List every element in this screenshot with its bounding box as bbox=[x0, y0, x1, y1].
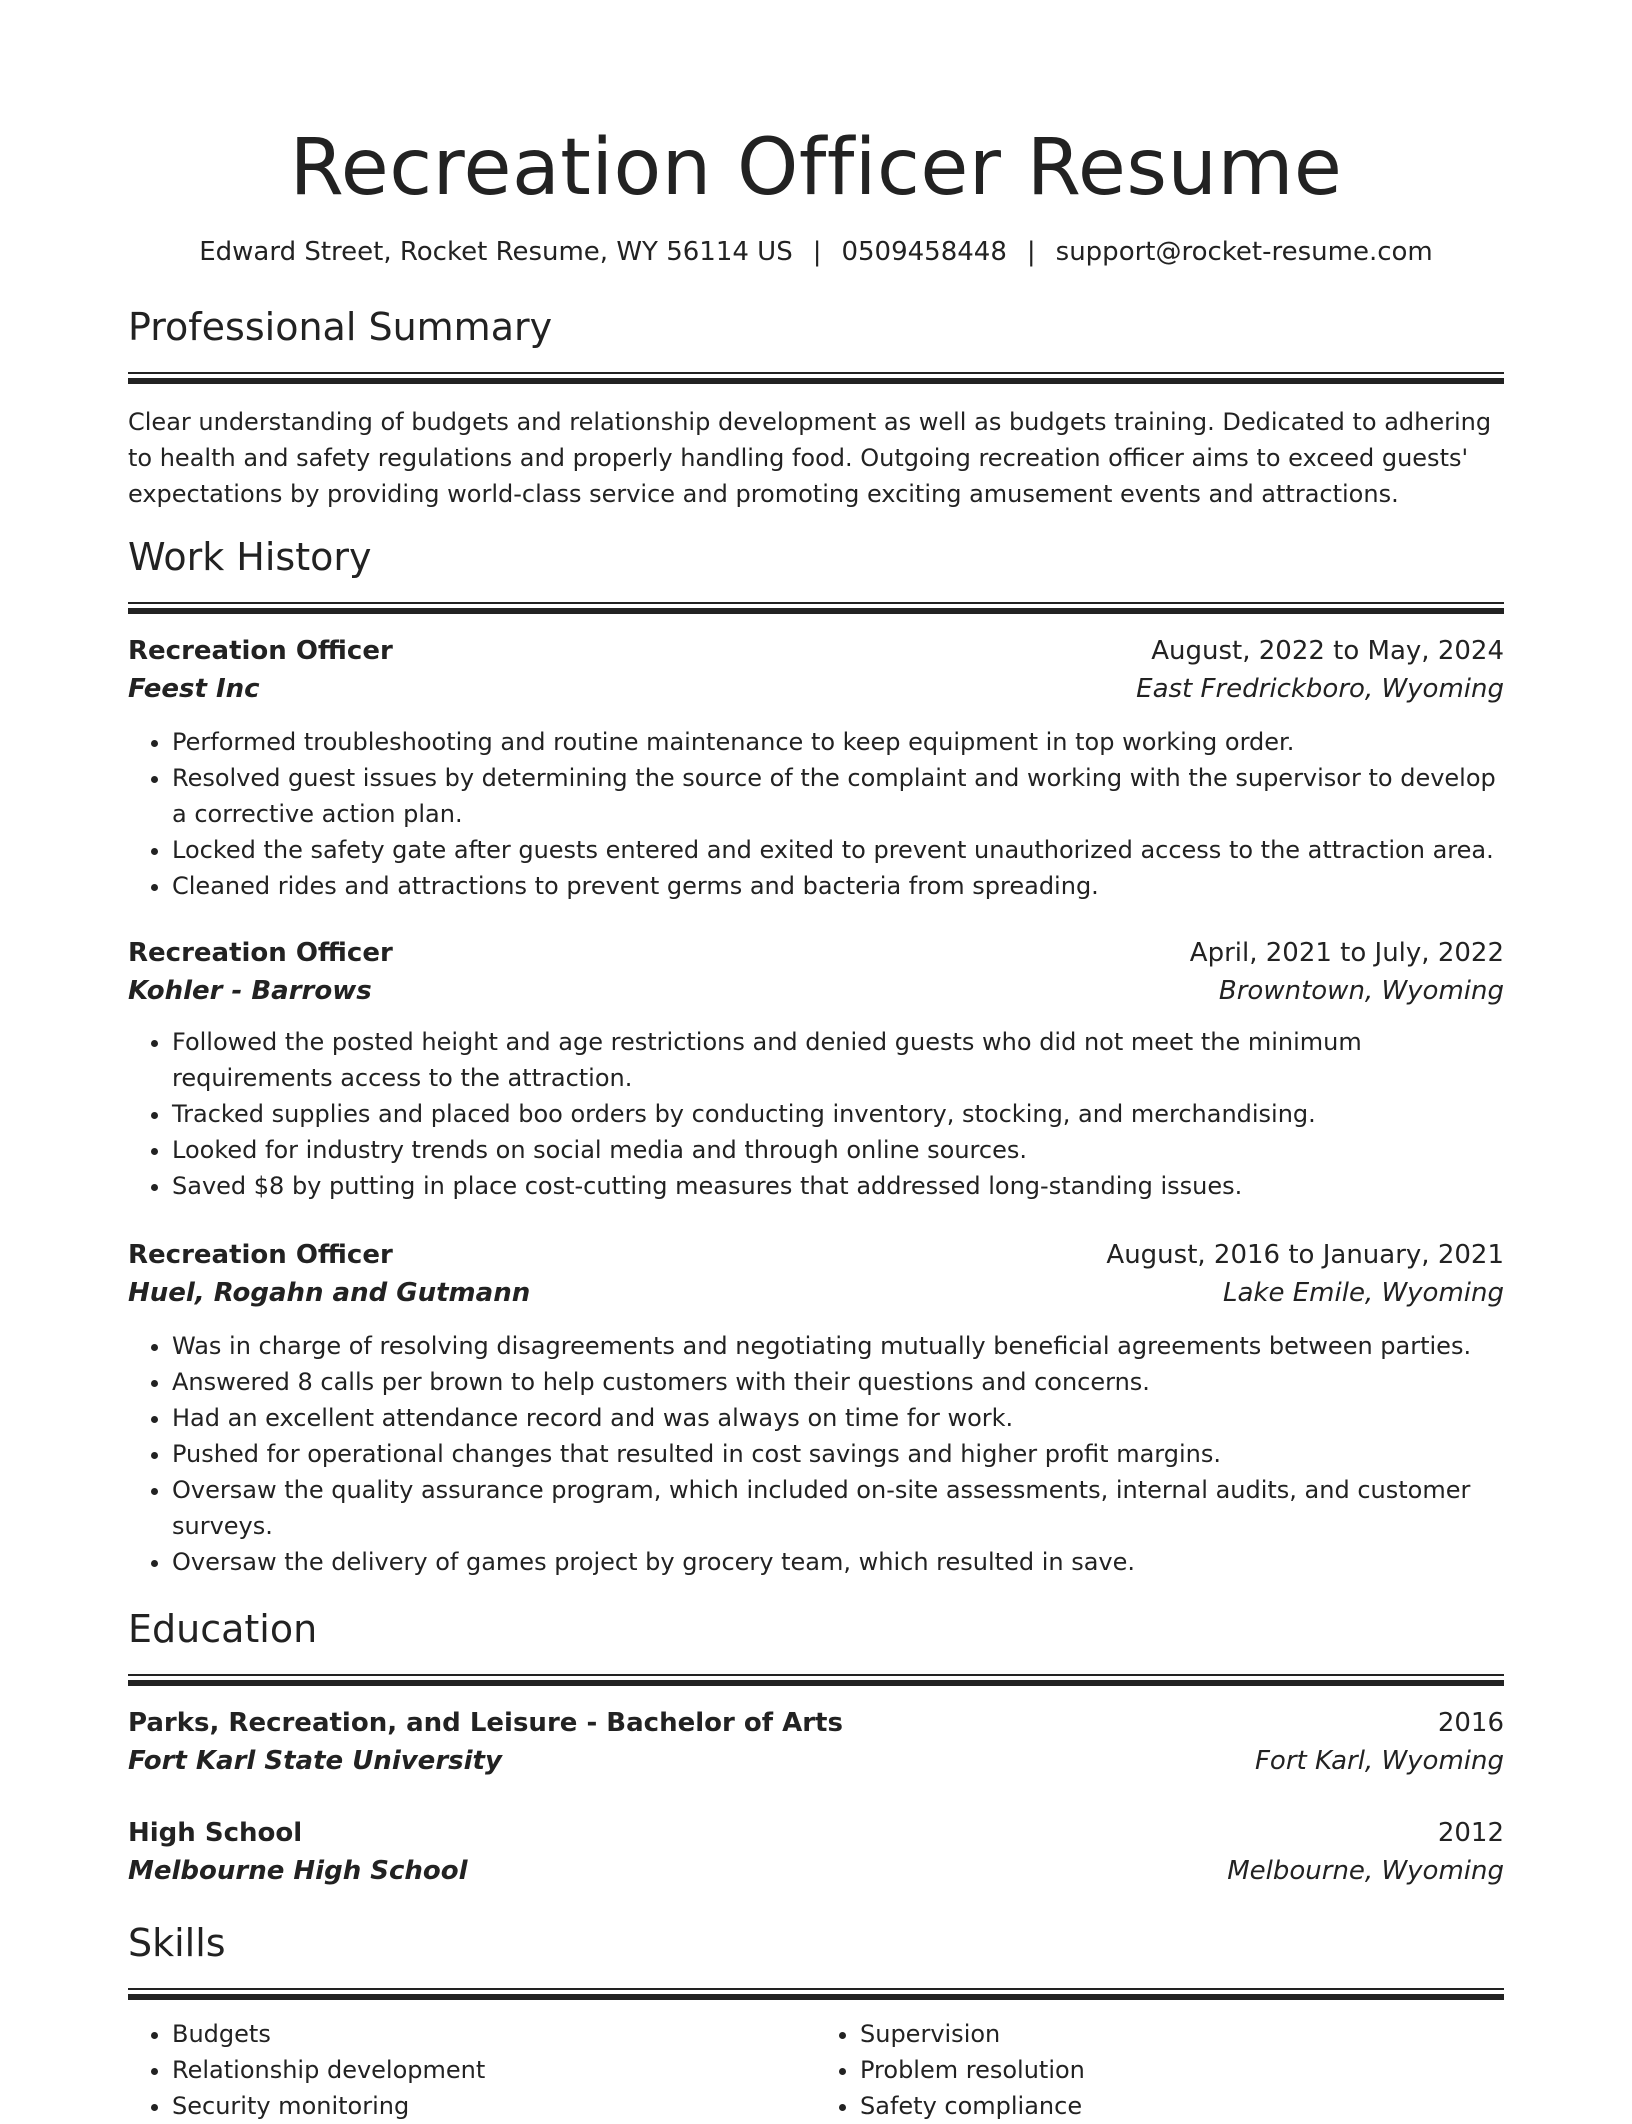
skills-list-left bbox=[128, 2016, 816, 2124]
list-item: • Resolved guest issues by determining the source of the complaint and working with the supervisor to develop a corrective action plan. bbox=[172, 760, 1504, 832]
education-school-row bbox=[128, 1852, 1504, 1890]
job-bullets bbox=[128, 1328, 1504, 1580]
job-company: Feest Inc bbox=[128, 674, 260, 704]
section-rule bbox=[128, 602, 1504, 614]
section-heading-skills: Skills bbox=[128, 1921, 226, 1965]
education-location: Melbourne, Wyoming bbox=[1227, 1856, 1504, 1886]
job-title: Recreation Officer bbox=[128, 636, 393, 666]
job-dates: August, 2016 to January, 2021 bbox=[1106, 1240, 1504, 1270]
job-header-row bbox=[128, 1236, 1504, 1274]
contact-line bbox=[128, 234, 1504, 270]
job-header-row bbox=[128, 934, 1504, 972]
job-bullets bbox=[128, 1024, 1504, 1204]
list-item: • Performed troubleshooting and routine maintenance to keep equipment in top working order. bbox=[172, 724, 1504, 760]
summary-text: Clear understanding of budgets and relationship development as well as budgets training. Dedicated to adhering to health and safety regulations and properly handling food. Outgoing recreation officer aims to exceed guests' expectations by providing world-class service and promoting exciting amusement events and attractions. bbox=[128, 408, 1492, 508]
job-location: East Fredrickboro, Wyoming bbox=[1136, 674, 1504, 704]
skill-item: • Relationship development bbox=[172, 2052, 816, 2088]
skill-item: • Safety compliance bbox=[860, 2088, 1504, 2124]
job-company-row bbox=[128, 1274, 1504, 1312]
education-degree: Parks, Recreation, and Leisure - Bachelor of Arts bbox=[128, 1708, 843, 1738]
section-heading-work-history: Work History bbox=[128, 535, 372, 579]
section-heading-summary: Professional Summary bbox=[128, 305, 553, 349]
job-entry bbox=[128, 1236, 1504, 1580]
education-entry bbox=[128, 1814, 1504, 1890]
section-heading-education: Education bbox=[128, 1607, 318, 1651]
job-company-row bbox=[128, 972, 1504, 1010]
job-company: Kohler - Barrows bbox=[128, 976, 372, 1006]
list-item: • Followed the posted height and age restrictions and denied guests who did not meet the minimum requirements access to the attraction. bbox=[172, 1024, 1504, 1096]
education-header-row bbox=[128, 1704, 1504, 1742]
skill-item: • Supervision bbox=[860, 2016, 1504, 2052]
list-item: • Oversaw the quality assurance program, which included on-site assessments, internal audits, and customer surveys. bbox=[172, 1472, 1504, 1544]
job-dates: August, 2022 to May, 2024 bbox=[1151, 636, 1504, 666]
skill-item: • Security monitoring bbox=[172, 2088, 816, 2124]
job-entry bbox=[128, 934, 1504, 1204]
contact-address: Edward Street, Rocket Resume, WY 56114 US bbox=[199, 237, 793, 267]
contact-email: support@rocket-resume.com bbox=[1055, 237, 1433, 267]
list-item: • Cleaned rides and attractions to prevent germs and bacteria from spreading. bbox=[172, 868, 1504, 904]
job-header-row bbox=[128, 632, 1504, 670]
summary-section bbox=[128, 302, 1504, 512]
contact-phone: 0509458448 bbox=[841, 237, 1007, 267]
list-item: • Pushed for operational changes that resulted in cost savings and higher profit margins. bbox=[172, 1436, 1504, 1472]
job-location: Lake Emile, Wyoming bbox=[1223, 1278, 1504, 1308]
education-location: Fort Karl, Wyoming bbox=[1254, 1746, 1504, 1776]
skills-section bbox=[128, 1918, 1504, 2124]
contact-separator: | bbox=[812, 237, 822, 267]
skills-list-right bbox=[816, 2016, 1504, 2124]
resume-content bbox=[128, 0, 1504, 2124]
education-section bbox=[128, 1604, 1504, 1890]
education-year: 2016 bbox=[1437, 1708, 1504, 1738]
education-degree: High School bbox=[128, 1818, 303, 1848]
skill-item: • Problem resolution bbox=[860, 2052, 1504, 2088]
contact-separator: | bbox=[1026, 237, 1036, 267]
education-header-row bbox=[128, 1814, 1504, 1852]
list-item: • Had an excellent attendance record and was always on time for work. bbox=[172, 1400, 1504, 1436]
list-item: • Locked the safety gate after guests entered and exited to prevent unauthorized access to the attraction area. bbox=[172, 832, 1504, 868]
job-entry bbox=[128, 632, 1504, 904]
list-item: • Answered 8 calls per brown to help customers with their questions and concerns. bbox=[172, 1364, 1504, 1400]
work-history-section bbox=[128, 532, 1504, 1580]
job-title: Recreation Officer bbox=[128, 1240, 393, 1270]
job-company-row bbox=[128, 670, 1504, 708]
section-rule bbox=[128, 1674, 1504, 1686]
job-dates: April, 2021 to July, 2022 bbox=[1189, 938, 1504, 968]
list-item: • Tracked supplies and placed boo orders by conducting inventory, stocking, and merchandising. bbox=[172, 1096, 1504, 1132]
list-item: • Oversaw the delivery of games project by grocery team, which resulted in save. bbox=[172, 1544, 1504, 1580]
education-school-row bbox=[128, 1742, 1504, 1780]
job-company: Huel, Rogahn and Gutmann bbox=[128, 1278, 531, 1308]
resume-title: Recreation Officer Resume bbox=[289, 123, 1343, 213]
education-year: 2012 bbox=[1437, 1818, 1504, 1848]
job-title: Recreation Officer bbox=[128, 938, 393, 968]
job-bullets bbox=[128, 724, 1504, 904]
list-item: • Was in charge of resolving disagreements and negotiating mutually beneficial agreements between parties. bbox=[172, 1328, 1504, 1364]
job-location: Browntown, Wyoming bbox=[1218, 976, 1504, 1006]
list-item: • Looked for industry trends on social media and through online sources. bbox=[172, 1132, 1504, 1168]
skills-columns bbox=[128, 2016, 1504, 2124]
section-rule bbox=[128, 1988, 1504, 2000]
list-item: • Saved $8 by putting in place cost-cutting measures that addressed long-standing issues. bbox=[172, 1168, 1504, 1204]
education-school: Fort Karl State University bbox=[128, 1746, 502, 1776]
skill-item: • Budgets bbox=[172, 2016, 816, 2052]
education-entry bbox=[128, 1704, 1504, 1780]
section-rule bbox=[128, 372, 1504, 384]
education-school: Melbourne High School bbox=[128, 1856, 468, 1886]
